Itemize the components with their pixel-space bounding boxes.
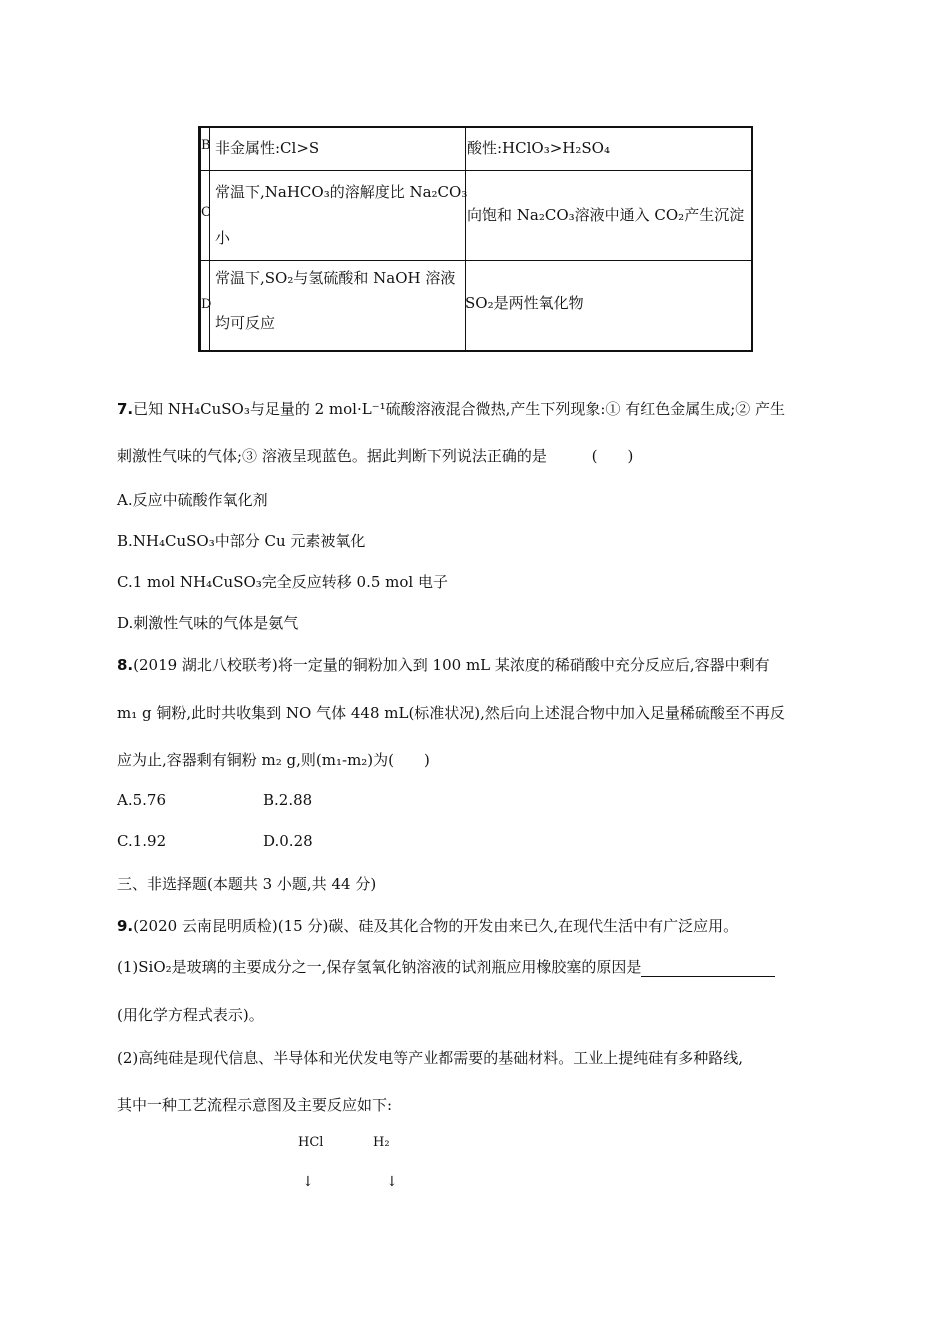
option-a: A.5.76 [117, 791, 166, 809]
down-arrow-icon: ↓ [386, 1174, 398, 1190]
row-label: C [201, 205, 211, 220]
row-left-text: 常温下,SO₂与氢硫酸和 NaOH 溶液 [215, 269, 456, 287]
down-arrow-icon: ↓ [302, 1174, 314, 1190]
row-left-text-cont: 均可反应 [215, 314, 276, 332]
row-right-text: 向饱和 Na₂CO₃溶液中通入 CO₂产生沉淀 [467, 206, 745, 224]
question-8-line3: 应为止,容器剩有铜粉 m₂ g,则(m₁-m₂)为( ) [117, 751, 430, 769]
option-c: C.1.92 [117, 832, 167, 850]
question-8-line2: m₁ g 铜粉,此时共收集到 NO 气体 448 mL(标准状况),然后向上述混合物中加入足量稀硫酸至不再反 [117, 704, 785, 722]
row-label: D [201, 297, 212, 312]
table-row-d [201, 261, 751, 351]
options-table [198, 126, 753, 352]
question-9-part1-cont: (用化学方程式表示)。 [117, 1006, 264, 1024]
option-c: C.1 mol NH₄CuSO₃完全反应转移 0.5 mol 电子 [117, 573, 448, 591]
question-7-line2 [117, 445, 633, 466]
row-left-text-cont: 小 [215, 229, 231, 247]
question-9-part2-cont: 其中一种工艺流程示意图及主要反应如下: [117, 1096, 393, 1114]
question-text: (2019 湖北八校联考)将一定量的铜粉加入到 100 mL 某浓度的稀硝酸中充分反应后,容器中剩有 [133, 656, 770, 674]
option-d: D.0.28 [263, 832, 313, 850]
question-9 [117, 915, 738, 936]
question-text: 刺激性气味的气体;③ 溶液呈现蓝色。据此判断下列说法正确的是 [117, 447, 547, 465]
table-row-b [201, 128, 751, 171]
question-number: 7. [117, 400, 134, 418]
flow-label-hcl: HCl [298, 1135, 324, 1150]
question-number: 8. [117, 656, 134, 674]
row-left-text: 非金属性:Cl>S [215, 139, 320, 157]
part-text: (1)SiO₂是玻璃的主要成分之一,保存氢氧化钠溶液的试剂瓶应用橡胶塞的原因是 [117, 958, 642, 976]
row-right-text: SO₂是两性氧化物 [465, 294, 584, 312]
option-a: A.反应中硫酸作氧化剂 [117, 491, 268, 509]
answer-parenthesis: ( ) [591, 447, 634, 465]
option-b: B.NH₄CuSO₃中部分 Cu 元素被氧化 [117, 532, 366, 550]
question-7 [117, 398, 785, 419]
option-b: B.2.88 [263, 791, 313, 809]
question-text: 已知 NH₄CuSO₃与足量的 2 mol·L⁻¹硫酸溶液混合微热,产生下列现象:① 有红色金属生成;② 产生 [133, 400, 786, 418]
table-row-c [201, 171, 751, 261]
question-9-part2: (2)高纯硅是现代信息、半导体和光伏发电等产业都需要的基础材料。工业上提纯硅有多种路线, [117, 1049, 744, 1067]
question-number: 9. [117, 917, 134, 935]
question-9-part1 [117, 956, 775, 977]
row-left-text: 常温下,NaHCO₃的溶解度比 Na₂CO₃ [215, 183, 468, 201]
question-8 [117, 654, 770, 675]
question-text: (2020 云南昆明质检)(15 分)碳、硅及其化合物的开发由来已久,在现代生活中有广泛应用。 [133, 917, 739, 935]
row-label: B [201, 138, 211, 153]
flow-label-h2: H₂ [373, 1135, 390, 1150]
section-heading: 三、非选择题(本题共 3 小题,共 44 分) [117, 875, 377, 893]
answer-blank[interactable] [641, 962, 775, 977]
row-right-text: 酸性:HClO₃>H₂SO₄ [467, 139, 610, 157]
option-d: D.刺激性气味的气体是氨气 [117, 614, 299, 632]
